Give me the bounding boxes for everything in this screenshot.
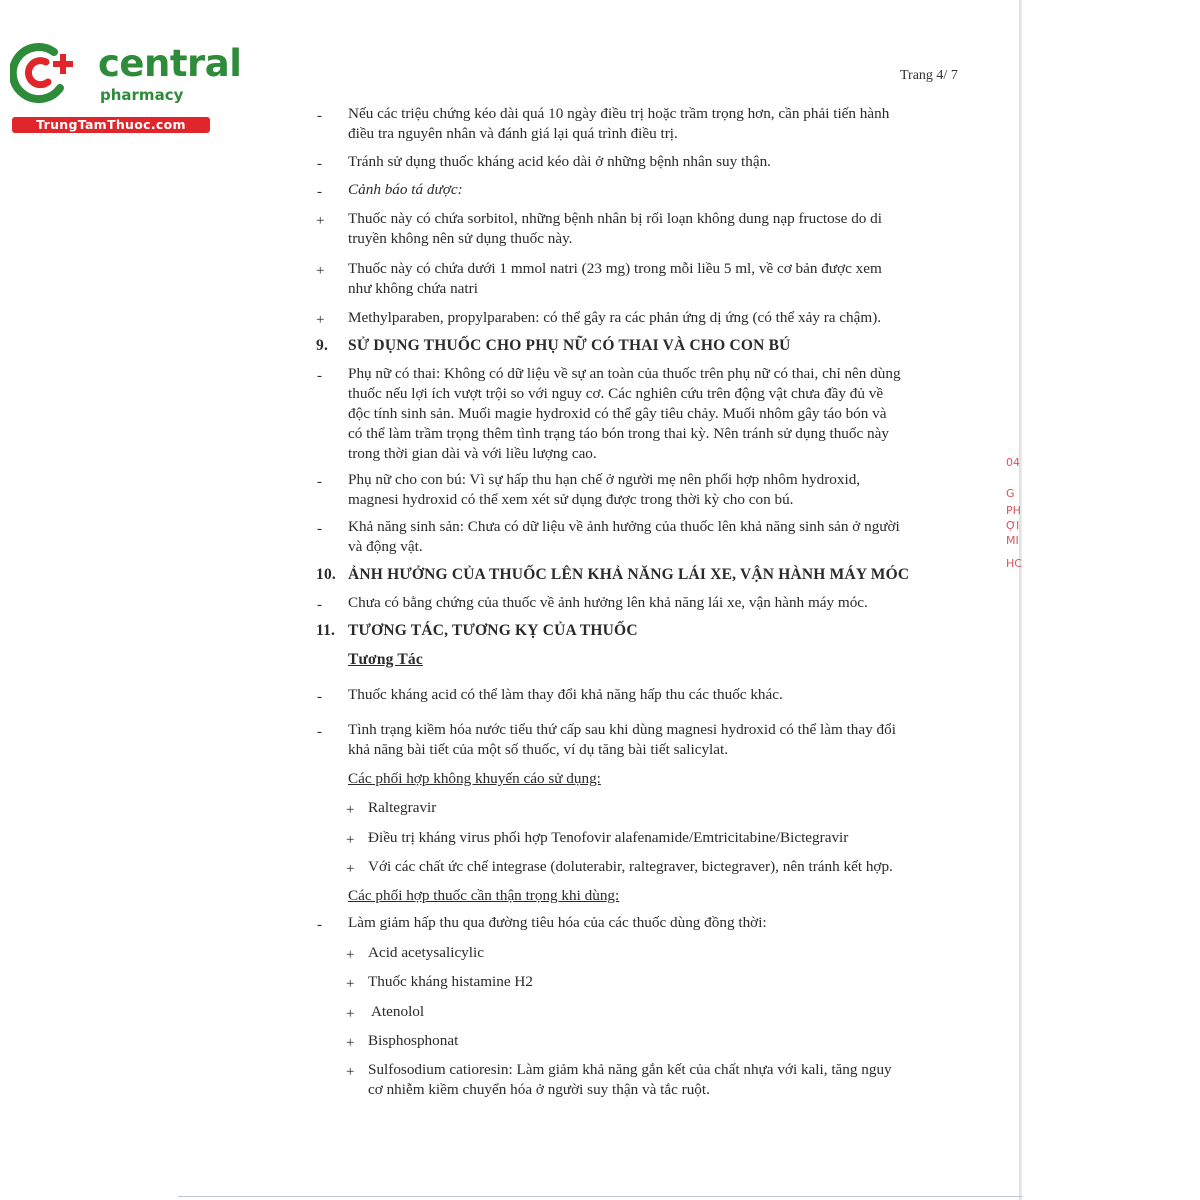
- list-item: Điều trị kháng virus phối hợp Tenofovir alafenamide/Emtricitabine/Bictegravir: [368, 829, 849, 846]
- bullet-dash: -: [317, 368, 322, 384]
- central-pharmacy-logo[interactable]: [10, 36, 242, 136]
- bottom-rule: [178, 1196, 1023, 1197]
- text-line: khả năng bài tiết của một số thuốc, ví dụ tăng bài tiết salicylat.: [348, 741, 729, 758]
- bullet-dash: -: [317, 521, 322, 537]
- text-line: Nếu các triệu chứng kéo dài quá 10 ngày điều trị hoặc trầm trọng hơn, cần phải tiến hành: [348, 105, 890, 122]
- bullet-dash: -: [317, 597, 322, 613]
- list-item: Bisphosphonat: [368, 1032, 459, 1049]
- bullet-dash: -: [317, 917, 322, 933]
- bullet-plus: +: [346, 1064, 355, 1080]
- section-heading: ẢNH HƯỞNG CỦA THUỐC LÊN KHẢ NĂNG LÁI XE, VẬN HÀNH MÁY MÓC: [348, 566, 910, 583]
- text-line: Phụ nữ cho con bú: Vì sự hấp thu hạn chế ở người mẹ nên phối hợp nhôm hydroxid,: [348, 471, 861, 488]
- section-number: 9.: [316, 337, 329, 354]
- logo-subtitle: pharmacy: [100, 86, 184, 104]
- logo-site-url[interactable]: TrungTamThuoc.com: [12, 117, 210, 133]
- text-line: trong thời gian dài và với liều lượng cao.: [348, 445, 597, 462]
- text-line: Tình trạng kiềm hóa nước tiểu thứ cấp sau khi dùng magnesi hydroxid có thể làm thay đổi: [348, 721, 896, 738]
- section-number: 10.: [316, 566, 336, 583]
- text-line: cơ nhiễm kiềm chuyển hóa ở người suy thận và tắc ruột.: [368, 1081, 710, 1098]
- section-heading: TƯƠNG TÁC, TƯƠNG KỴ CỦA THUỐC: [348, 622, 638, 639]
- text-line: có thể làm trầm trọng thêm tình trạng táo bón trong thai kỳ. Nên tránh sử dụng thuốc này: [348, 425, 889, 442]
- text-line: Phụ nữ có thai: Không có dữ liệu về sự an toàn của thuốc trên phụ nữ có thai, chỉ nên dùng: [348, 365, 901, 382]
- stamp-text: MI: [1006, 534, 1019, 547]
- bullet-dash: -: [317, 108, 322, 124]
- bullet-plus: +: [346, 1006, 355, 1022]
- subheading-caution: Các phối hợp thuốc cần thận trọng khi dùng:: [348, 887, 620, 904]
- bullet-dash: -: [317, 156, 322, 172]
- text-line: Khả năng sinh sản: Chưa có dữ liệu về ảnh hưởng của thuốc lên khả năng sinh sản ở người: [348, 518, 900, 535]
- text-line: độc tính sinh sản. Muối magie hydroxid có thể gây tiêu chảy. Muối nhôm gây táo bón và: [348, 405, 887, 422]
- text-line: thuốc nếu lợi ích vượt trội so với nguy cơ. Các nghiên cứu trên động vật chưa đầy đủ về: [348, 385, 884, 402]
- bullet-plus: +: [346, 832, 355, 848]
- bullet-plus: +: [346, 1035, 355, 1051]
- list-item: Với các chất ức chế integrase (doluterabir, raltegraver, bictegraver), nên tránh kết hợp.: [368, 858, 893, 875]
- list-item: Raltegravir: [368, 799, 437, 816]
- list-item: Atenolol: [368, 1003, 425, 1020]
- text-line: và động vật.: [348, 538, 423, 555]
- bullet-plus: +: [346, 861, 355, 877]
- pharmacy-cross-icon: [10, 40, 80, 104]
- stamp-text: 04: [1006, 456, 1020, 469]
- text-line: Làm giảm hấp thu qua đường tiêu hóa của các thuốc dùng đồng thời:: [348, 914, 767, 931]
- text-line: Methylparaben, propylparaben: có thể gây ra các phản ứng dị ứng (có thể xảy ra chậm).: [348, 309, 882, 326]
- subheading-not-recommended: Các phối hợp không khuyến cáo sử dụng:: [348, 770, 601, 787]
- text-line: như không chứa natri: [348, 280, 478, 297]
- text-line: Thuốc kháng acid có thể làm thay đổi khả năng hấp thu các thuốc khác.: [348, 686, 783, 703]
- section-number: 11.: [316, 622, 336, 639]
- side-stamp: [1006, 456, 1026, 606]
- stamp-text: HC: [1006, 557, 1022, 570]
- stamp-text: ỢI: [1006, 519, 1020, 532]
- subheading-interactions: Tương Tác: [348, 651, 423, 668]
- bullet-plus: +: [346, 976, 355, 992]
- text-line: magnesi hydroxid có thể xem xét sử dụng được trong thời kỳ cho con bú.: [348, 491, 794, 508]
- stamp-text: G: [1006, 487, 1015, 500]
- text-line: Thuốc này có chứa dưới 1 mmol natri (23 mg) trong mỗi liều 5 ml, về cơ bản được xem: [348, 260, 882, 277]
- text-line: điều tra nguyên nhân và đánh giá lại quá trình điều trị.: [348, 125, 678, 142]
- text-line: truyền không nên sử dụng thuốc này.: [348, 230, 573, 247]
- list-item: Thuốc kháng histamine H2: [368, 973, 533, 990]
- bullet-plus: +: [346, 802, 355, 818]
- stamp-text: PH: [1006, 504, 1021, 517]
- bullet-dash: -: [317, 724, 322, 740]
- text-line: Chưa có bằng chứng của thuốc về ảnh hưởng lên khả năng lái xe, vận hành máy móc.: [348, 594, 868, 611]
- bullet-plus: +: [316, 312, 325, 328]
- bullet-dash: -: [317, 184, 322, 200]
- bullet-dash: -: [317, 474, 322, 490]
- logo-brand: central: [98, 42, 242, 85]
- bullet-plus: +: [316, 213, 325, 229]
- section-heading: SỬ DỤNG THUỐC CHO PHỤ NỮ CÓ THAI VÀ CHO CON BÚ: [348, 337, 791, 354]
- bullet-plus: +: [316, 263, 325, 279]
- list-item: Acid acetysalicylic: [368, 944, 484, 961]
- excipient-warning-label: Cảnh báo tá dược:: [348, 181, 463, 198]
- text-line: Tránh sử dụng thuốc kháng acid kéo dài ở những bệnh nhân suy thận.: [348, 153, 771, 170]
- page-number: Trang 4/ 7: [900, 68, 958, 83]
- bullet-dash: -: [317, 689, 322, 705]
- text-line: Sulfosodium catioresin: Làm giảm khả năng gắn kết của chất nhựa với kali, tăng nguy: [368, 1061, 892, 1078]
- text-line: Thuốc này có chứa sorbitol, những bệnh nhân bị rối loạn không dung nạp fructose do di: [348, 210, 882, 227]
- bullet-plus: +: [346, 947, 355, 963]
